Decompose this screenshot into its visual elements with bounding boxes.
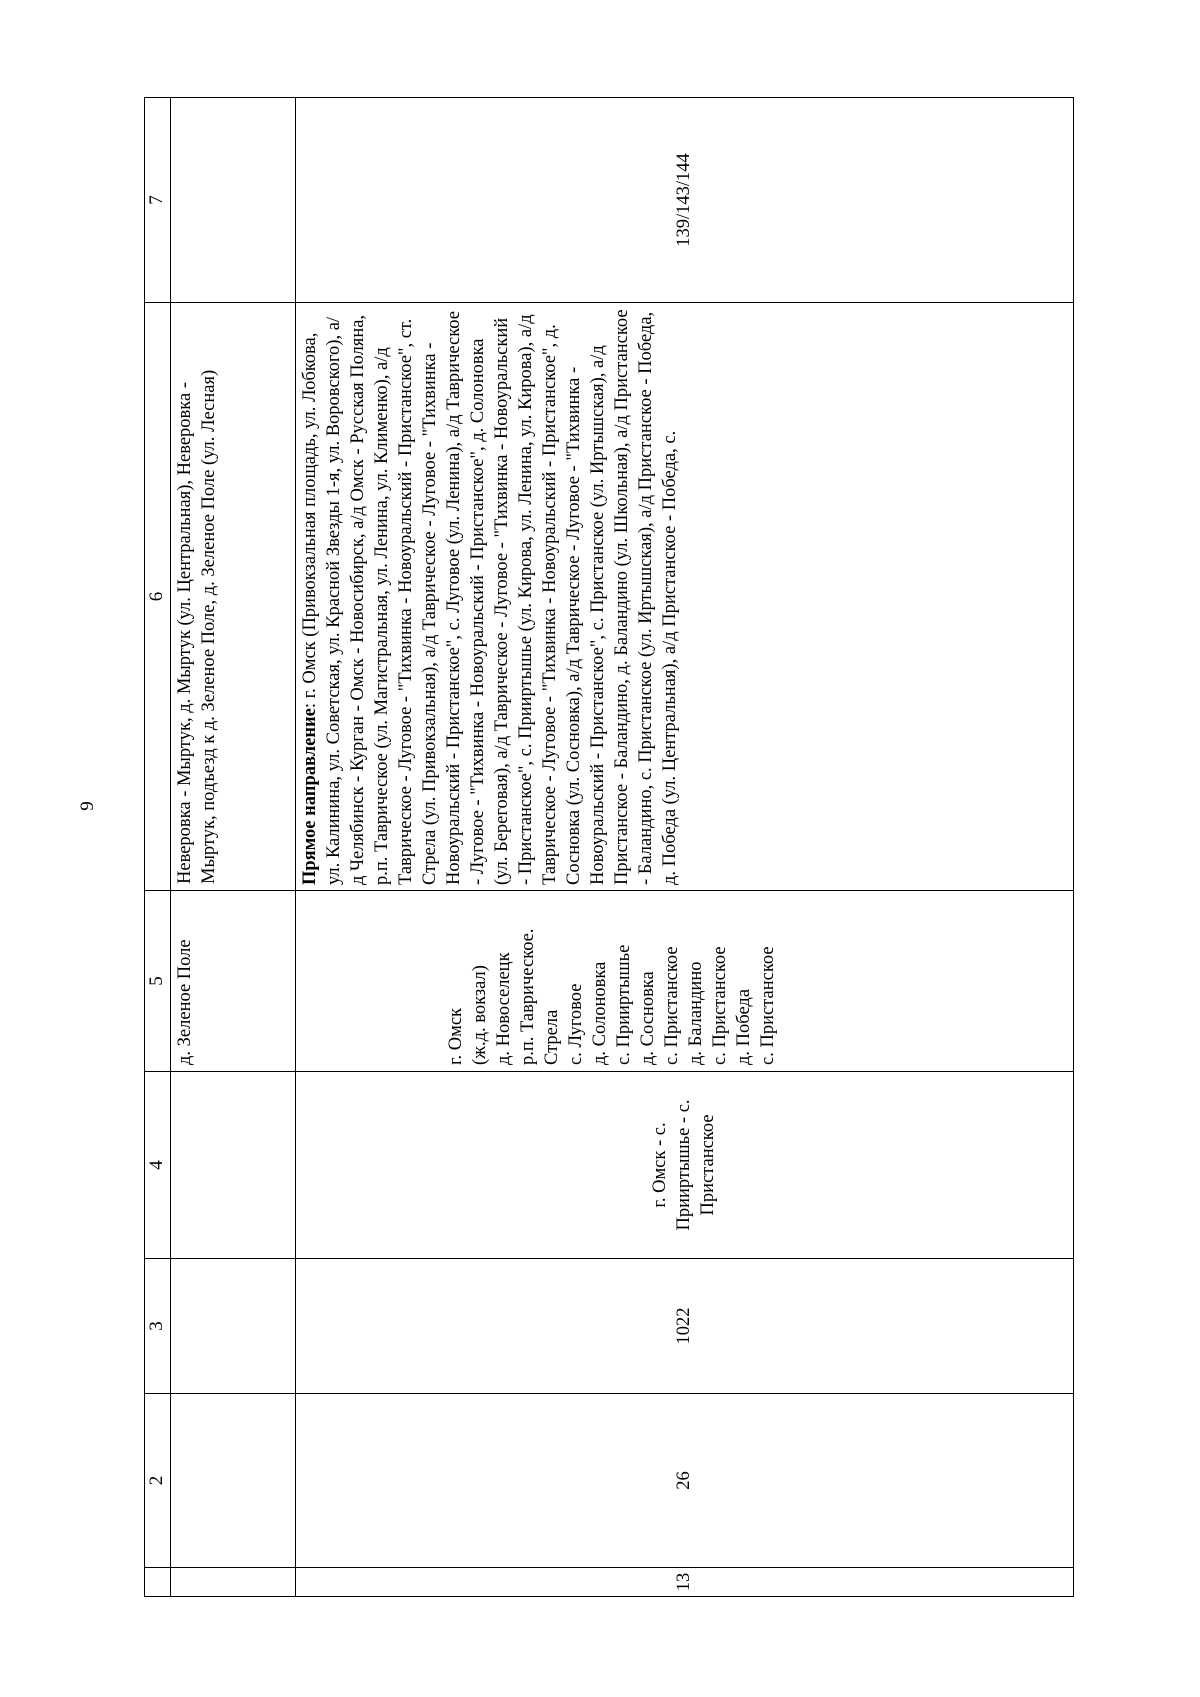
route-description-cell: Неверовка - Мыртук, д. Мыртук (ул. Центральная), Неверовка - Мыртук, подъезд к д. Зеленое Поле, д. Зеленое Поле (ул. Лесная) bbox=[170, 303, 295, 891]
header-cell-7: 7 bbox=[145, 98, 171, 303]
stop-item: с. Пристанское bbox=[758, 946, 779, 1065]
header-cell-2: 2 bbox=[145, 1394, 171, 1568]
header-cell-1 bbox=[145, 1568, 171, 1597]
stop-item: с. Прииртышье bbox=[614, 944, 635, 1065]
route-path-cell bbox=[295, 303, 1073, 891]
stop-item: с. Луговое bbox=[565, 983, 586, 1065]
stops-cell bbox=[295, 891, 1073, 1072]
stop-item: с. Пристанское bbox=[710, 946, 731, 1065]
route-path-text: : г. Омск (Привокзальная площадь, ул. Лобкова, ул. Калинина, ул. Советская, ул. Красной Звезды 1-я, ул. Воровского), а/д Челябинск - Курган - Омск - Новосибирск, а/д Омск - Русская Поляна, р.п. Таврическое (ул. Магистральная, ул. Ленина, ул. Клименко), а/д Таврическое - Луговое - "Тихвинка - Новоуральский - Пристанское", ст. Стрела (ул. Привокзальная), а/д Таврическое - Луговое - "Тихвинка - Новоуральский - Пристанское", с. Луговое (ул. Ленина), а/д Таврическое - Луговое - "Тихвинка - Новоуральский - Пристанское", д. Солоновка (ул. Береговая), а/д Таврическое - Луговое - "Тихвинка - Новоуральский - Пристанское", с. Прииртышье (ул. Кирова, ул. Ленина, ул. Кирова), а/д Таврическое - Луговое - "Тихвинка - Новоуральский - Пристанское", д. Сосновка (ул. Сосновка), а/д Таврическое - Луговое - "Тихвинка - Новоуральский - Пристанское", с. Пристанское (ул. Иртышская), а/д Пристанское - Баландино, д. Баландино (ул. Школьная), а/д Пристанское - Баландино, с. Пристанское (ул. Иртышская), а/д Пристанское - Победа, д. Победа (ул. Центральная), а/д Пристанское - Победа, с. bbox=[299, 309, 681, 885]
stop-item: (ж.д. вокзал) bbox=[469, 965, 490, 1065]
header-cell-5: 5 bbox=[145, 891, 171, 1072]
cell-empty bbox=[170, 1072, 295, 1259]
header-row bbox=[145, 98, 171, 1597]
registration-number-cell: 1022 bbox=[295, 1259, 1073, 1394]
route-number-cell: 26 bbox=[295, 1394, 1073, 1568]
page-number: 9 bbox=[77, 801, 98, 811]
stop-item: д. Сосновка bbox=[638, 971, 659, 1065]
stop-item: р.п. Таврическое. bbox=[517, 928, 538, 1065]
routes-table bbox=[144, 97, 1074, 1597]
stop-item: д. Баландино bbox=[686, 961, 707, 1065]
cell-empty bbox=[170, 1568, 295, 1597]
route-name-cell: г. Омск - с. Прииртышье - с. Пристанское bbox=[295, 1072, 1073, 1259]
vehicle-ids-cell: 139/143/144 bbox=[295, 98, 1073, 303]
cell-empty bbox=[170, 98, 295, 303]
direction-label: Прямое направление bbox=[299, 708, 320, 885]
header-cell-4: 4 bbox=[145, 1072, 171, 1259]
table-row-13 bbox=[295, 98, 1073, 1597]
header-cell-3: 3 bbox=[145, 1259, 171, 1394]
cell-empty bbox=[170, 1394, 295, 1568]
row-number-cell: 13 bbox=[295, 1568, 1073, 1597]
cell-empty bbox=[170, 1259, 295, 1394]
stop-item: Стрела bbox=[541, 1009, 562, 1065]
rotated-page-content bbox=[144, 153, 1200, 1597]
stop-cell: д. Зеленое Поле bbox=[170, 891, 295, 1072]
stop-item: с. Пристанское bbox=[662, 946, 683, 1065]
stop-item: д. Новоселецк bbox=[493, 952, 514, 1065]
stop-item: г. Омск bbox=[445, 1007, 466, 1065]
stop-item: д. Победа bbox=[734, 988, 755, 1065]
stop-item: д. Солоновка bbox=[589, 961, 610, 1065]
header-cell-6: 6 bbox=[145, 303, 171, 891]
table-row-continuation bbox=[170, 98, 295, 1597]
